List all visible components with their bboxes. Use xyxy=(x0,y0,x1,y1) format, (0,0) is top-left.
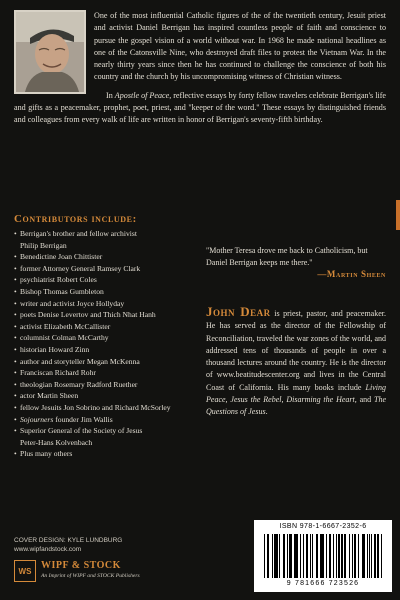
contributor-item: • theologian Rosemary Radford Ruether xyxy=(14,379,138,389)
contributors-heading: Contributors include: xyxy=(14,213,137,225)
credits xyxy=(14,537,194,554)
edge-accent-tab xyxy=(396,200,400,230)
barcode-bars xyxy=(264,534,382,578)
author-name: John Dear xyxy=(206,304,271,319)
contributor-item: • columnist Colman McCarthy xyxy=(14,333,109,343)
contributor-item: • Franciscan Richard Rohr xyxy=(14,368,96,378)
author-bio: John Dear is priest, pastor, and peacemaker. He has served as the director of the Fellowship of Reconciliation, traveled the war zones of the world, and addressed tens of thousands of people in over a thousand lectures around the country. He is the director of www.beatitudescenter.org and lives in the Central Coast of California. His many books include Living Peace, Jesus the Rebel, Disarming the Heart, and The Questions of Jesus. xyxy=(206,304,387,417)
contributor-item: • Sojourners founder Jim Wallis xyxy=(14,414,113,424)
publisher-block xyxy=(14,560,214,586)
contributor-item: • writer and activist Joyce Hollyday xyxy=(14,298,125,308)
intro-paragraph-2: In Apostle of Peace, reflective essays by forty fellow travelers celebrate Berrigan's life and gifts as a peacemaker, prophet, poet, priest, and "keeper of the word." These essays by distinguished friends and colleagues from every walk of life are written in honor of Berrigan's seventy-fifth birthday. xyxy=(14,90,387,125)
contributor-item: • activist Elizabeth McCallister xyxy=(14,321,111,331)
contributor-item: • poets Denise Levertov and Thich Nhat Hanh xyxy=(14,310,156,320)
barcode xyxy=(254,520,392,592)
contributor-item: • author and storyteller Megan McKenna xyxy=(14,356,140,366)
contributors-section xyxy=(14,213,194,460)
quote-attribution: —Martin Sheen xyxy=(317,269,386,279)
barcode-digits: 9 781666 723526 xyxy=(286,580,360,587)
endorsement-quote xyxy=(206,245,386,281)
publisher-name: WIPF & STOCK xyxy=(41,560,121,571)
contributor-item: • Plus many others xyxy=(14,449,73,459)
contributors-list xyxy=(14,228,194,460)
contributor-item: • Bishop Thomas Gumbleton xyxy=(14,286,104,296)
intro-paragraph-1: One of the most influential Catholic figures of the of the twentieth century, Jesuit priest and activist Daniel Berrigan has inspired countless people of faith and conscience to pursue the gospel vision of a world without war. In 1968 he made national headlines as one of the Catonsville Nine, who destroyed draft files to protest the Vietnam War. In the nearly thirty years since then he has continued to challenge the conscience of both his country and the church by his uncompromising witness of Christian witness. xyxy=(94,11,386,82)
contributor-item: • psychiatrist Robert Coles xyxy=(14,275,97,285)
contributor-item: • former Attorney General Ramsey Clark xyxy=(14,263,141,273)
quote-text: "Mother Teresa drove me back to Catholicism, but Daniel Berrigan keeps me there." xyxy=(206,246,368,267)
contributor-item: • fellow Jesuits Jon Sobrino and Richard McSorley xyxy=(14,402,171,412)
contributor-item: • Berrigan's brother and fellow archivist Philip Berrigan xyxy=(14,229,137,250)
contributor-item: • historian Howard Zinn xyxy=(14,344,90,354)
cover-design-credit: COVER DESIGN: KYLE LUNDBURG xyxy=(14,537,123,544)
author-photo xyxy=(14,10,86,94)
contributor-item: • Superior General of the Society of Jesus Peter-Hans Kolvenbach xyxy=(14,426,143,447)
contributor-item: • actor Martin Sheen xyxy=(14,391,79,401)
publisher-logo-icon: WS xyxy=(14,560,36,582)
isbn-text: ISBN 978-1-6667-2352-6 xyxy=(279,523,367,530)
contributor-item: • Benedictine Joan Chittister xyxy=(14,252,103,262)
publisher-tagline: An Imprint of WIPF and STOCK Publishers xyxy=(41,573,140,579)
book-title: Apostle of Peace xyxy=(114,90,170,100)
publisher-website: www.wipfandstock.com xyxy=(14,545,82,553)
